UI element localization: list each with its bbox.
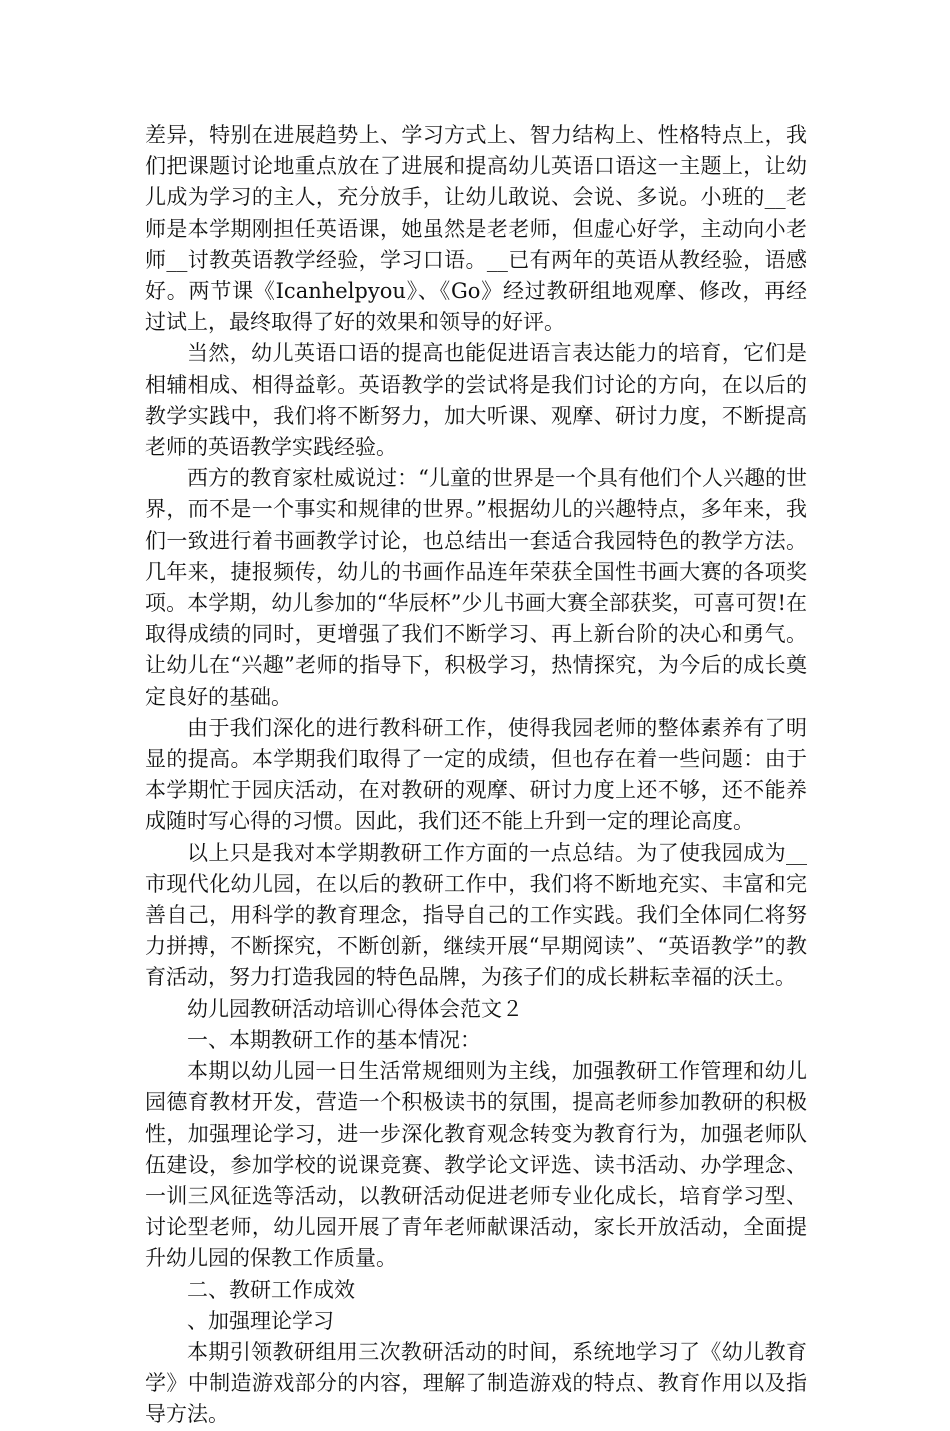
section-1-body: 本期以幼儿园一日生活常规细则为主线，加强教研工作管理和幼儿园德育教材开发，营造一个积极读书的氛围，提高老师参加教研的积极性，加强理论学习，进一步深化教育观念转变为教育行为，加强老师队伍建设，参加学校的说课竞赛、教学论文评选、读书活动、办学理念、一训三风征选等活动，以教研活动促进老师专业化成长，培育学习型、讨论型老师，幼儿园开展了青年老师献课活动，家长开放活动，全面提升幼儿园的保教工作质量。 — [145, 1059, 807, 1271]
paragraph-problems: 由于我们深化的进行教科研工作，使得我园老师的整体素养有了明显的提高。本学期我们取得了一定的成绩，但也存在着一些问题：由于本学期忙于园庆活动，在对教研的观摩、研讨力度上还不够，还不能养成随时写心得的习惯。因此，我们还不能上升到一定的理论高度。 — [145, 715, 807, 834]
paragraph-english-oral: 当然，幼儿英语口语的提高也能促进语言表达能力的培育，它们是相辅相成、相得益彰。英语教学的尝试将是我们讨论的方向，在以后的教学实践中，我们将不断努力，加大听课、观摩、研讨力度，不断提高老师的英语教学实践经验。 — [145, 341, 807, 460]
paragraph-summary: 以上只是我对本学期教研工作方面的一点总结。为了使我园成为__市现代化幼儿园，在以后的教研工作中，我们将不断地充实、丰富和完善自己，用科学的教育理念，指导自己的工作实践。我们全体同仁将努力拼搏，不断探究，不断创新，继续开展“早期阅读”、“英语教学”的教育活动，努力打造我园的特色品牌，为孩子们的成长耕耘幸福的沃土。 — [145, 840, 807, 990]
document-page — [145, 120, 807, 1431]
article-title-2: 幼儿园教研活动培训心得体会范文２ — [187, 996, 523, 1021]
section-1-heading: 一、本期教研工作的基本情况： — [187, 1027, 481, 1052]
subsection-body: 本期引领教研组用三次教研活动的时间，系统地学习了《幼儿教育学》中制造游戏部分的内容，理解了制造游戏的特点、教育作用以及指导方法。 — [145, 1339, 807, 1427]
section-2-heading: 二、教研工作成效 — [187, 1277, 355, 1302]
subsection-heading: 、加强理论学习 — [187, 1308, 334, 1333]
paragraph-continued: 差异，特别在进展趋势上、学习方式上、智力结构上、性格特点上，我们把课题讨论地重点放在了进展和提高幼儿英语口语这一主题上，让幼儿成为学习的主人，充分放手，让幼儿敢说、会说、多说。小班的__老师是本学期刚担任英语课，她虽然是老老师，但虚心好学，主动向小老师__讨教英语教学经验，学习口语。__已有两年的英语从教经验，语感好。两节课《Icanhelpyou》、《Go》经过教研组地观摩、修改，再经过试上，最终取得了好的效果和领导的好评。 — [145, 123, 807, 335]
paragraph-dewey-calligraphy: 西方的教育家杜威说过：“儿童的世界是一个具有他们个人兴趣的世界，而不是一个事实和规律的世界。”根据幼儿的兴趣特点，多年来，我们一致进行着书画教学讨论，也总结出一套适合我园特色的教学方法。几年来，捷报频传，幼儿的书画作品连年荣获全国性书画大赛的各项奖项。本学期，幼儿参加的“华辰杯”少儿书画大赛全部获奖，可喜可贺!在取得成绩的同时，更增强了我们不断学习、再上新台阶的决心和勇气。让幼儿在“兴趣”老师的指导下，积极学习，热情探究，为今后的成长奠定良好的基础。 — [145, 466, 807, 709]
